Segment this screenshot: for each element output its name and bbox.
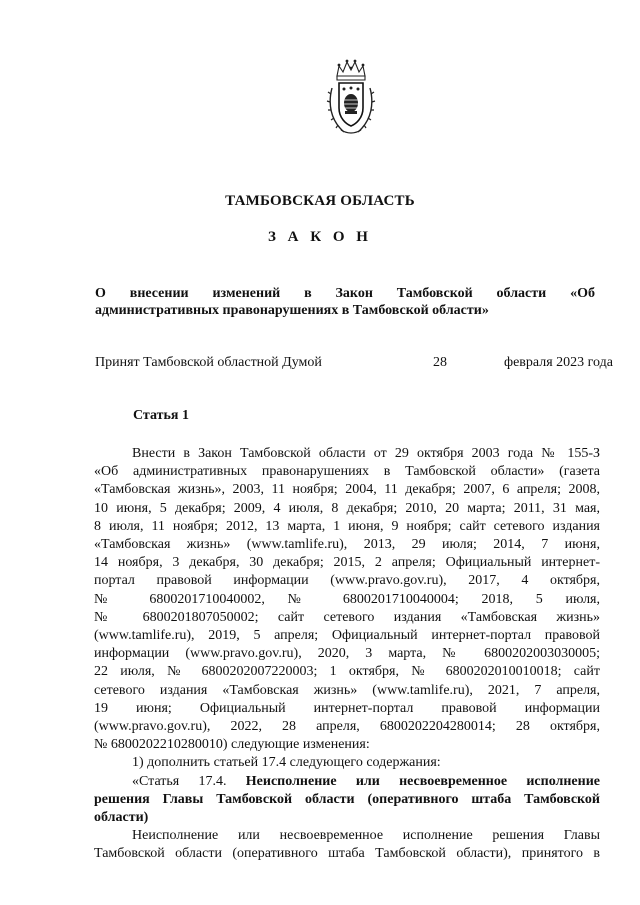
body-line: (www.tamlife.ru), 2019, 5 апреля; Официальный интернет-портал правовой xyxy=(94,628,600,644)
amendment-item-1: 1) дополнить статьей 17.4 следующего содержания: xyxy=(132,755,441,771)
adoption-date: февраля 2023 года xyxy=(504,355,613,370)
body-line: портал правовой информации (www.pravo.gov.ru), 2017, 4 октября, xyxy=(94,573,600,589)
document-type: З А К О Н xyxy=(268,229,372,245)
body-line: сетевого издания «Тамбовская жизнь» (www.tamlife.ru), 2021, 7 апреля, xyxy=(94,682,600,698)
body-line: 10 июня, 5 декабря; 2009, 4 июля, 8 декабря; 2010, 20 марта; 2011, 31 мая, xyxy=(94,500,600,516)
body-line: № 6800201710040002, № 6800201710040004; 2018, 5 июля, xyxy=(94,591,600,607)
article-body xyxy=(94,445,600,864)
body-line: 22 июля, № 6800202007220003; 1 октября, № 6800202010010018; сайт xyxy=(94,664,600,680)
new-article-prefix: «Статья 17.4. xyxy=(132,773,227,789)
body-line: 19 июня; Официальный интернет-портал правовой информации xyxy=(94,700,600,716)
body-line: № 6800201807050002; сайт сетевого издания «Тамбовская жизнь» xyxy=(94,609,600,625)
body-line: (www.pravo.gov.ru), 2022, 28 апреля, 6800202204280014; 28 октября, xyxy=(94,719,600,735)
new-article-heading-line-1 xyxy=(94,773,600,791)
tambov-coat-of-arms-icon xyxy=(326,58,376,138)
new-article-title-part-3: области) xyxy=(94,810,149,826)
new-article-title-part-1: Неисполнение или несвоевременное исполнение xyxy=(245,773,600,789)
paragraph-line: Неисполнение или несвоевременное исполнение решения Главы xyxy=(132,828,600,844)
adoption-text: Принят Тамбовской областной Думой xyxy=(95,355,322,370)
new-article-title-part-2: решения Главы Тамбовской области (оперативного штаба Тамбовской xyxy=(94,791,600,807)
body-line: информации (www.pravo.gov.ru), 2020, 3 марта, № 6800202003030005; xyxy=(94,646,600,662)
article-heading: Статья 1 xyxy=(133,408,189,423)
adoption-day: 28 xyxy=(433,355,447,370)
body-line: «Об административных правонарушениях в Тамбовской области» (газета xyxy=(94,464,600,480)
paragraph-line: Тамбовской области (оперативного штаба Тамбовской области), принятого в xyxy=(94,846,600,862)
law-title-line-2: административных правонарушениях в Тамбовской области» xyxy=(95,303,489,318)
law-title xyxy=(95,285,595,319)
body-line: Внести в Закон Тамбовской области от 29 октября 2003 года № 155-З xyxy=(132,446,600,461)
body-line: 14 ноября, 3 декабря, 30 декабря; 2015, 2 апреля; Официальный интернет- xyxy=(94,555,600,571)
body-line: «Тамбовская жизнь» (www.tamlife.ru), 2013, 29 июля; 2014, 7 июня, xyxy=(94,537,600,553)
law-title-line-1: О внесении изменений в Закон Тамбовской области «Об xyxy=(95,286,595,301)
body-line: «Тамбовская жизнь», 2003, 11 ноября; 2004, 11 декабря; 2007, 6 апреля; 2008, xyxy=(94,482,600,498)
body-line: 8 июля, 11 ноября; 2012, 13 марта, 1 июня, 9 ноября; сайт сетевого издания xyxy=(94,518,600,534)
region-heading: ТАМБОВСКАЯ ОБЛАСТЬ xyxy=(225,193,415,209)
body-line: № 6800202210280010) следующие изменения: xyxy=(94,737,370,753)
